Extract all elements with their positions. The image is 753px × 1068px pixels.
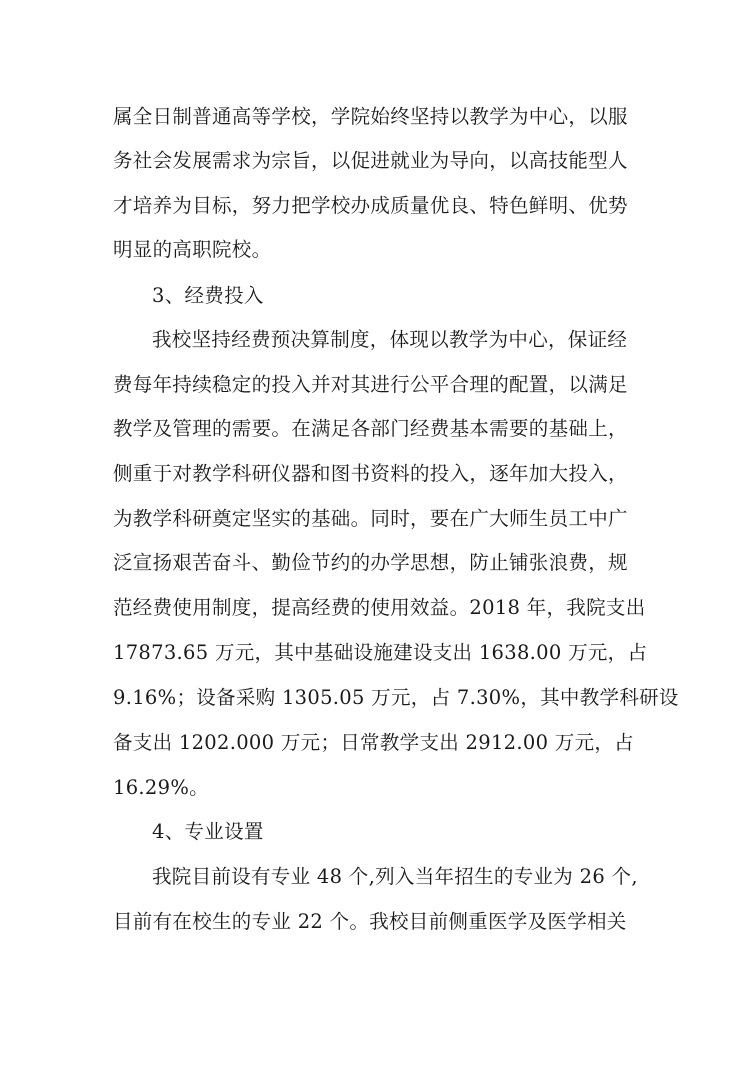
paragraph-line: 范经费使用制度，提高经费的使用效益。2018 年，我院支出 bbox=[113, 596, 646, 619]
paragraph-line: 教学及管理的需要。在满足各部门经费基本需要的基础上， bbox=[113, 417, 628, 440]
paragraph-line: 才培养为目标，努力把学校办成质量优良、特色鲜明、优势 bbox=[113, 194, 628, 217]
paragraph-line: 我校坚持经费预决算制度，体现以教学为中心，保证经 bbox=[152, 328, 628, 351]
paragraph-line: 属全日制普通高等学校，学院始终坚持以教学为中心，以服 bbox=[113, 105, 628, 128]
paragraph-line: 明显的高职院校。 bbox=[113, 238, 272, 261]
paragraph-line: 务社会发展需求为宗旨，以促进就业为导向，以高技能型人 bbox=[113, 149, 628, 172]
paragraph-line: 泛宣扬艰苦奋斗、勤俭节约的办学思想，防止铺张浪费，规 bbox=[113, 551, 628, 574]
paragraph-line: 17873.65 万元，其中基础设施建设支出 1638.00 万元，占 bbox=[113, 641, 648, 664]
paragraph-line: 侧重于对教学科研仪器和图书资料的投入，逐年加大投入， bbox=[113, 462, 628, 485]
paragraph-line: 我院目前设有专业 48 个,列入当年招生的专业为 26 个, bbox=[152, 865, 638, 888]
paragraph-line: 为教学科研奠定坚实的基础。同时，要在广大师生员工中广 bbox=[113, 507, 628, 530]
paragraph-line: 16.29%。 bbox=[113, 776, 209, 799]
section-heading-majors: 4、专业设置 bbox=[152, 820, 264, 843]
paragraph-line: 9.16%；设备采购 1305.05 万元，占 7.30%，其中教学科研设 bbox=[113, 686, 679, 709]
section-heading-funding: 3、经费投入 bbox=[152, 284, 264, 307]
paragraph-line: 目前有在校生的专业 22 个。我校目前侧重医学及医学相关 bbox=[113, 910, 627, 933]
paragraph-line: 备支出 1202.000 万元；日常教学支出 2912.00 万元，占 bbox=[113, 731, 634, 754]
paragraph-line: 费每年持续稳定的投入并对其进行公平合理的配置，以满足 bbox=[113, 373, 628, 396]
